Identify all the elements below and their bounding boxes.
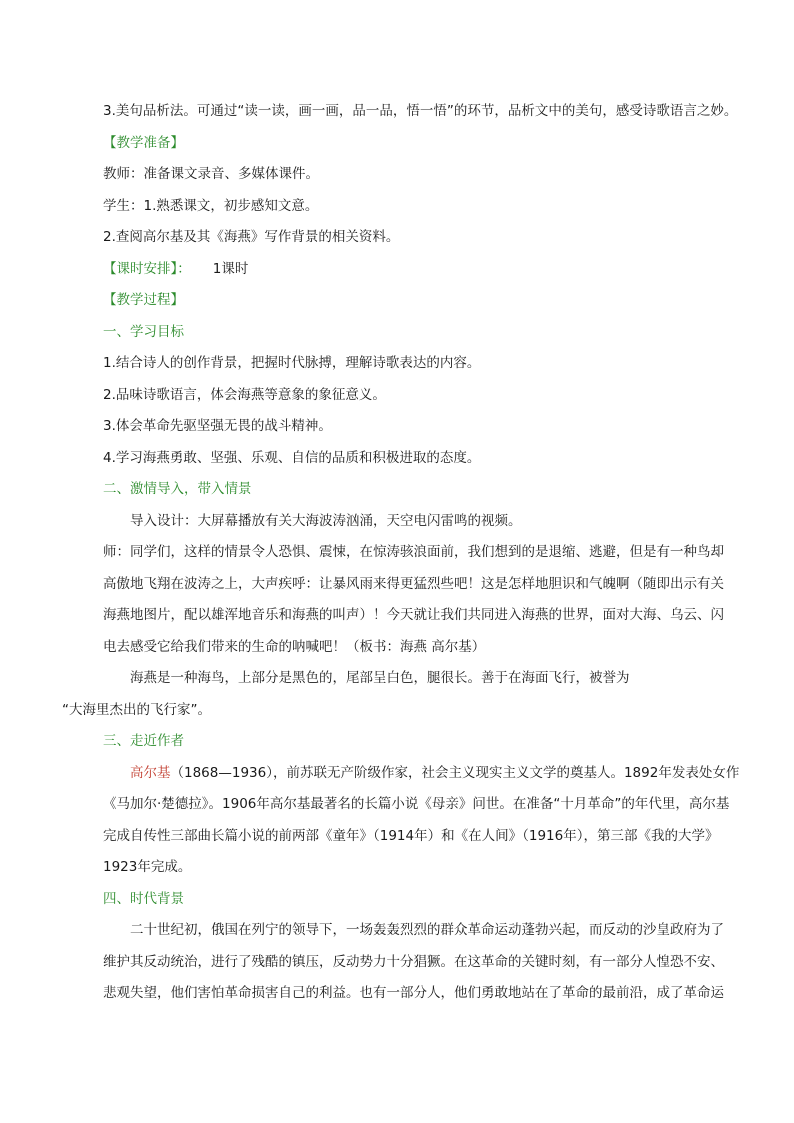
author-heading: 三、走近作者: [103, 733, 184, 749]
intro-heading: 二、激情导入，带入情景: [103, 481, 252, 497]
student-prep-text-2: 2.查阅高尔基及其《海燕》写作背景的相关资料。: [103, 229, 400, 245]
goal-item-1: 1.结合诗人的创作背景，把握时代脉搏，理解诗歌表达的内容。: [103, 355, 481, 371]
petrel-desc-line-1: 海燕是一种海鸟，上部分是黑色的，尾部呈白色，腿很长。善于在海面飞行，被誉为: [130, 670, 630, 686]
schedule-row: [103, 254, 741, 286]
intro-teacher-line-1: 师：同学们，这样的情景令人恐惧、震悚，在惊涛骇浪面前，我们想到的是退缩、逃避，但是有一种鸟却: [103, 544, 724, 560]
author-line-3: 完成自传性三部曲长篇小说的前两部《童年》（1914年）和《在人间》（1916年），第三部《我的大学》: [103, 827, 719, 844]
petrel-desc-line-2: “大海里杰出的飞行家”。: [62, 701, 211, 718]
author-line-1: [103, 758, 741, 790]
document-page: [62, 96, 741, 1010]
author-line-2: 《马加尔·楚德拉》。1906年高尔基最著名的长篇小说《母亲》问世。在准备“十月革命”的年代里，高尔基: [103, 796, 730, 812]
teaching-prep-heading: 【教学准备】: [103, 134, 184, 151]
intro-teacher-line-2: 高傲地飞翔在波涛之上，大声疾呼：让暴风雨来得更猛烈些吧！这是怎样地胆识和气魄啊（随即出示有关: [103, 575, 724, 592]
goal-item-3: 3.体会革命先驱坚强无畏的战斗精神。: [103, 418, 332, 434]
schedule-value: 1课时: [212, 260, 249, 277]
background-line-1: 二十世纪初，俄国在列宁的领导下，一场轰轰烈烈的群众革命运动蓬勃兴起，而反动的沙皇政府为了: [130, 922, 724, 938]
background-line-3: 悲观失望，他们害怕革命损害自己的利益。也有一部分人，他们勇敢地站在了革命的最前沿，成了革命运: [103, 985, 724, 1001]
method-3-text: 3.美句品析法。可通过“读一读，画一画，品一品，悟一悟”的环节，品析文中的美句，感受诗歌语言之妙。: [103, 103, 738, 119]
intro-design-text: 导入设计：大屏幕播放有关大海波涛汹涌，天空电闪雷鸣的视频。: [130, 512, 522, 529]
author-name: 高尔基: [130, 764, 171, 781]
goal-item-2: 2.品味诗歌语言，体会海燕等意象的象征意义。: [103, 386, 386, 403]
background-line-2: 维护其反动统治，进行了残酷的镇压，反动势力十分猖獗。在这革命的关键时刻，有一部分人惶恐不安、: [103, 953, 724, 970]
student-prep-text-1: 学生：1.熟悉课文，初步感知文意。: [103, 197, 319, 214]
schedule-heading: 【课时安排】：: [103, 260, 191, 277]
author-line-1-text: （1868—1936），前苏联无产阶级作家，社会主义现实主义文学的奠基人。1892年发表处女作: [170, 764, 740, 781]
teaching-process-heading: 【教学过程】: [103, 292, 184, 308]
teacher-prep-text: 教师：准备课文录音、多媒体课件。: [103, 166, 319, 182]
goals-heading: 一、学习目标: [103, 323, 184, 340]
goal-item-4: 4.学习海燕勇敢、坚强、乐观、自信的品质和积极进取的态度。: [103, 449, 481, 466]
intro-teacher-line-3: 海燕地图片，配以雄浑地音乐和海燕的叫声）！今天就让我们共同进入海燕的世界，面对大海、乌云、闪: [103, 607, 724, 623]
author-line-4: 1923年完成。: [103, 859, 192, 875]
intro-teacher-line-4: 电去感受它给我们带来的生命的呐喊吧！（板书：海燕 高尔基）: [103, 638, 486, 655]
background-heading: 四、时代背景: [103, 890, 184, 907]
